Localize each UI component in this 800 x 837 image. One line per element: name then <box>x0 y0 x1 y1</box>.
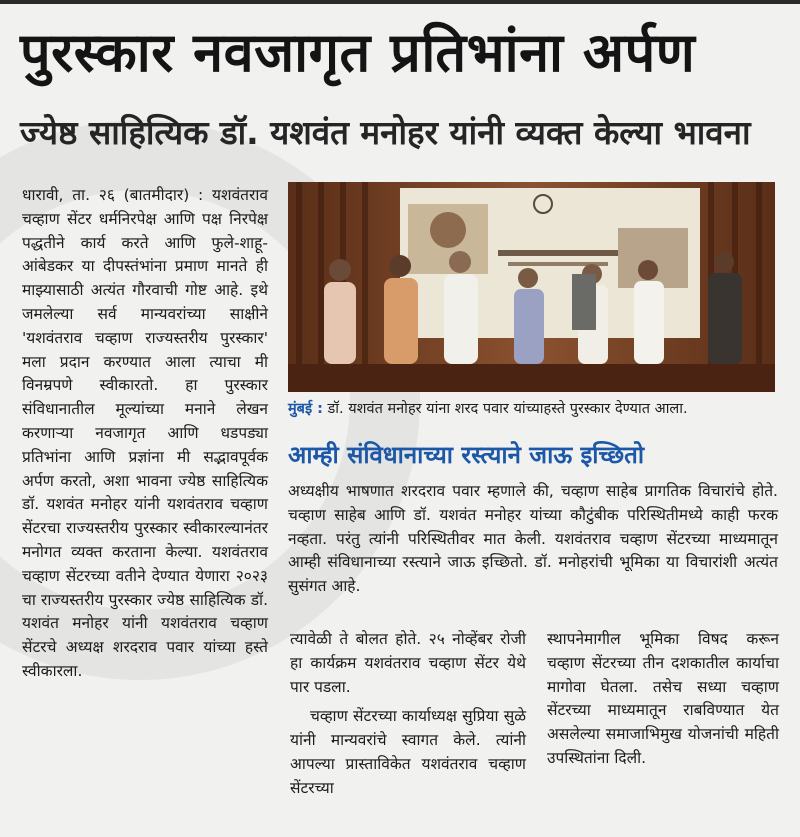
article-paragraph-1: धारावी, ता. २६ (बातमीदार) : यशवंतराव चव्हाण सेंटर धर्मनिरपेक्ष आणि पक्ष निरपेक्ष पद्धतीने कार्य करते आणि फुले-शाहू-आंबेडकर या दीपस्तंभांना प्रमाण मानते ही माझ्यासाठी अत्यंत गौरवाची गोष्ट आहे. इथे जमलेल्या सर्व मान्यवरांच्या साक्षीने 'यशवंतराव चव्हाण राज्यस्तरीय पुरस्कार' मला प्रदान करण्यात आला त्याचा मी विनम्रपणे स्वीकारतो. हा पुरस्कार संविधानातील मूल्यांच्या मनाने लेखन करणाऱ्या नवजागृत आणि धडपड्या प्रतिभांना आणि प्रज्ञांना मी सद्भावपूर्वक अर्पण करतो, अशा भावना ज्येष्ठ साहित्यिक डॉ. यशवंत मनोहर यांनी यशवंतराव चव्हाण सेंटरचा राज्यस्तरीय पुरस्कार स्वीकारल्यानंतर मनोगत व्यक्त करताना केल्या. यशवंतराव चव्हाण सेंटरच्या वतीने देण्यात येणारा २०२३ चा राज्यस्तरीय पुरस्कार ज्येष्ठ साहित्यिक डॉ. यशवंत मनोहर यांनी यशवंतराव चव्हाण सेंटरचे अध्यक्ष शरदराव पवार यांच्या हस्ते स्वीकारला. <box>22 186 268 680</box>
award-ceremony-photo <box>288 182 775 392</box>
photo-caption <box>288 398 778 420</box>
article-column-3 <box>290 628 526 807</box>
column3-paragraph-2: चव्हाण सेंटरच्या कार्याध्यक्ष सुप्रिया सुळे यांनी मान्यवरांचे स्वागत केले. त्यांनी आपल्या प्रास्ताविकेत यशवंतराव चव्हाण सेंटरच्या <box>290 707 526 797</box>
subheadline: ज्येष्ठ साहित्यिक डॉ. यशवंत मनोहर यांनी व्यक्त केल्या भावना <box>20 113 751 152</box>
caption-text: डॉ. यशवंत मनोहर यांना शरद पवार यांच्याहस्ते पुरस्कार देण्यात आला. <box>327 401 688 417</box>
headline: पुरस्कार नवजागृत प्रतिभांना अर्पण <box>20 21 696 84</box>
event-photo <box>288 182 775 392</box>
column3-paragraph-1: त्यावेळी ते बोलत होते. २५ नोव्हेंबर रोजी हा कार्यक्रम यशवंतराव चव्हाण सेंटर येथे पार पडला. <box>290 630 526 696</box>
column4-paragraph-1: स्थापनेमागील भूमिका विषद करून चव्हाण सेंटरच्या तीन दशकातील कार्याचा मागोवा घेतला. तसेच सध्या चव्हाण सेंटरच्या माध्यमातून राबविण्यात येत असलेल्या समाजाभिमुख योजनांची महिती उपस्थितांना दिली. <box>547 630 779 767</box>
article-column-1 <box>22 184 268 684</box>
section-subheading: आम्ही संविधानाच्या रस्त्याने जाऊ इच्छितो <box>288 441 645 469</box>
top-strip <box>0 0 800 4</box>
caption-place: मुंबई : <box>288 401 323 417</box>
article-column-4 <box>547 628 779 777</box>
article-paragraph-2: अध्यक्षीय भाषणात शरदराव पवार म्हणाले की, चव्हाण साहेब प्रागतिक विचारांचे होते. चव्हाण साहेब आणि डॉ. यशवंत मनोहर यांच्या कौटुंबीक परिस्थितीमध्ये काही फरक नव्हता. परंतु त्यांनी परिस्थितीवर मात केली. यशवंतराव चव्हाण सेंटरच्या माध्यमातून आम्ही संविधानाच्या रस्त्याने जाऊ इच्छितो. डॉ. मनोहरांची भूमिका या विचारांशी अत्यंत सुसंगत आहे. <box>288 482 778 596</box>
